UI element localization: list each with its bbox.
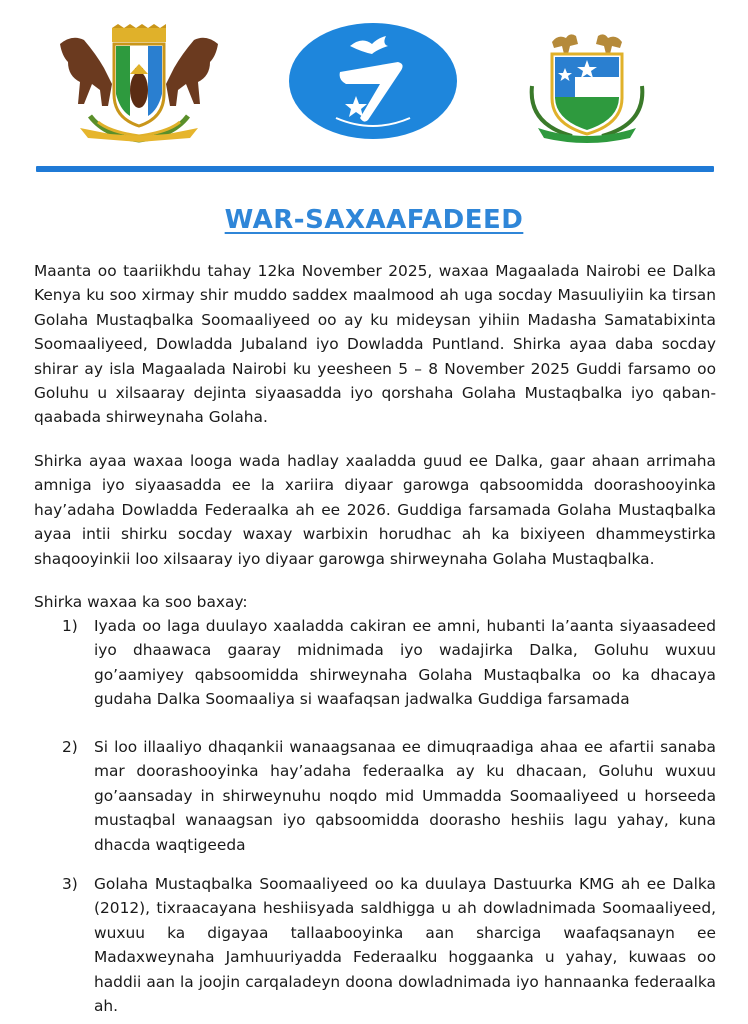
somali-dove-map-emblem-icon <box>288 22 458 140</box>
list-item-text: Si loo illaaliyo dhaqankii wanaagsanaa ee dimuqraadiga ahaa ee afartii sanaba mar doorashooyinka hay’adaha federaalka ay ku dhacaan, Goluhu wuxuu go’aansaday in shirweynuhu noqdo mid Ummadda Soomaaliyeed u horseeda mustaqbal wanaagsan iyo qabsoomidda doorasho heshiis lagu yahay, kuna dhacda waqtigeeda <box>94 738 716 854</box>
header-logos <box>0 0 748 164</box>
paragraph-1: Maanta oo taariikhdu tahay 12ka November 2025, waxaa Magaalada Nairobi ee Dalka Kenya ku soo xirmay shir muddo saddex maalmood ah uga socday Masuuliyiin ka tirsan Golaha Mustaqbalka Soomaaliyeed oo ay ku mideysan yihiin Madasha Samatabixinta Soomaaliyeed, Dowladda Jubaland iyo Dowladda Puntland. Shirka ayaa daba socday shirar ay isla Magaalada Nairobi ku yeesheen 5 – 8 November 2025 Guddi farsamo oo Goluhu u xilsaaray dejinta siyaasadda iyo qorshaha Golaha Mustaqbalka iyo qaban-qaabada shirweynaha Golaha. <box>34 262 716 427</box>
list-intro: Shirka waxaa ka soo baxay: <box>34 593 248 611</box>
list-item-number: 1) <box>62 617 78 635</box>
document-title: WAR-SAXAAFADEED <box>224 205 524 236</box>
jubaland-coat-of-arms-icon <box>50 24 228 144</box>
list-item-text: Iyada oo laga duulayo xaaladda cakiran ee amni, hubanti la’aanta siyaasadeed iyo dhaawaca gaaray midnimada iyo wadajirka Dalka, Goluhu wuxuu go’aamiyey qabsoomidda shirweynaha Golaha Mustaqbalka oo ka dhacaya gudaha Dalka Soomaaliya si waafaqsan jadwalka Guddiga farsamada <box>94 617 716 709</box>
list-item-text: Golaha Mustaqbalka Soomaaliyeed oo ka duulaya Dastuurka KMG ah ee Dalka (2012), tixraacayana heshiisyada saldhigga u ah dowladnimada Soomaaliyeed, wuxuu ka digayaa tallaabooyinka aan sharciga waafaqsanayn ee Madaxweynaha Jamhuuriyadda Federaalku hoggaanka u yahay, kuwaas oo haddii aan la joojin carqaladeyn doona dowladnimada iyo hannaanka federaalka ah. <box>94 875 716 1016</box>
list-item-number: 2) <box>62 738 78 756</box>
list-item-number: 3) <box>62 875 78 893</box>
header-divider <box>36 166 714 172</box>
puntland-coat-of-arms-icon <box>512 28 662 146</box>
paragraph-2: Shirka ayaa waxaa looga wada hadlay xaaladda guud ee Dalka, gaar ahaan arrimaha amniga iyo siyaasadda ee la xariira diyaar garowga qabsoomidda doorashooyinka hay’adaha Dowladda Federaalka ah ee 2026. Guddiga farsamada Golaha Mustaqbalka ayaa intii shirku socday waxay warbixin horudhac ah ka bixiyeen dhammeystirka shaqooyinkii loo xilsaaray iyo diyaar garowga shirweynaha Golaha Mustaqbalka. <box>34 452 716 568</box>
